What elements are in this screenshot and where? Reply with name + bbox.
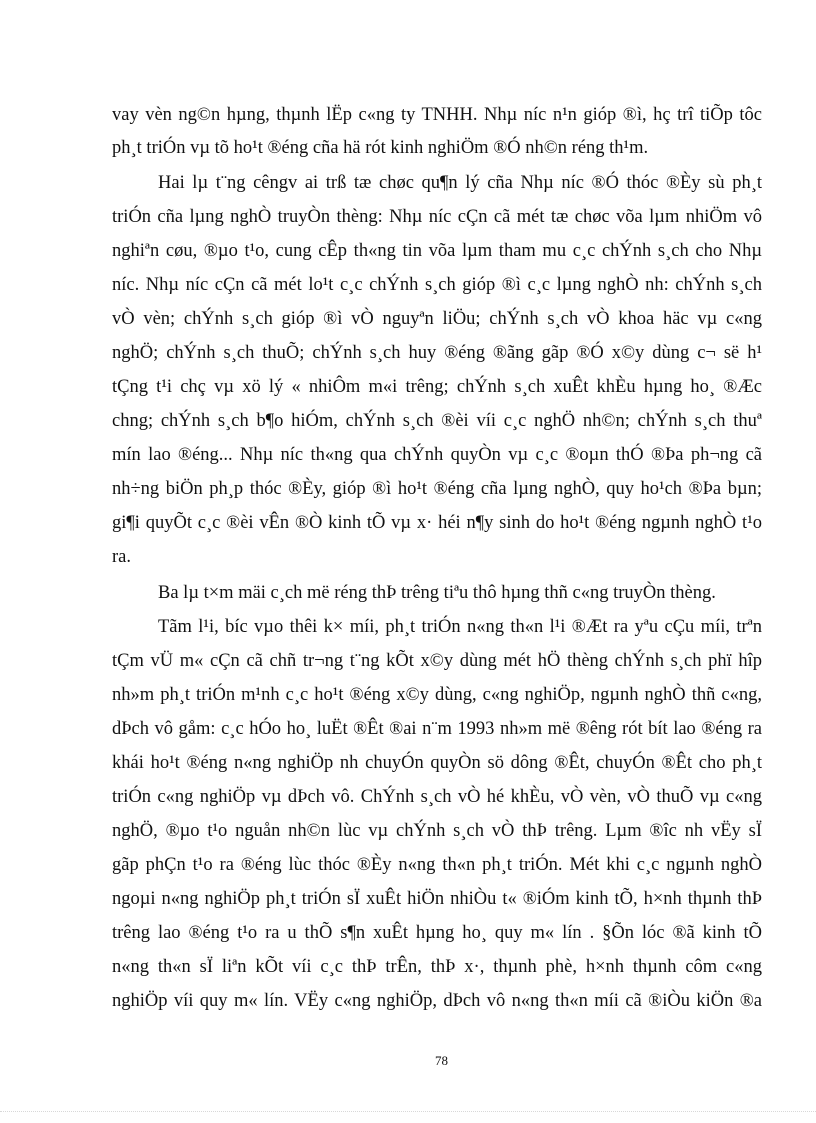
body-text-line: tÇng t¹i chç vµ xö lý « nhiÔm m«i trêng; chÝnh s¸ch xuÊt khÈu hµng ho¸ ®Æc bbox=[112, 377, 762, 397]
body-text-line: nh÷ng biÖn ph¸p thóc ®Èy, gióp ®ì ho¹t ®éng cña lµng nghÒ, quy ho¹ch ®Þa bµn; bbox=[112, 479, 762, 499]
body-text-line: Tãm l¹i, bíc vµo thêi k× míi, ph¸t triÓn n«ng th«n l¹i ®Æt ra yªu cÇu míi, trªn bbox=[158, 617, 762, 637]
body-text-line: níc. Nhµ níc cÇn cã mét lo¹t c¸c chÝnh s¸ch gióp ®ì c¸c lµng nghÒ nh: chÝnh s¸ch bbox=[112, 275, 762, 295]
body-text-line: ra. bbox=[112, 547, 131, 567]
body-text-line: ph¸t triÓn vµ tõ ho¹t ®éng cña hä rót kinh nghiÖm ®Ó nh©n réng th¹m. bbox=[112, 138, 649, 158]
body-text-line: triÓn cña lµng nghÒ truyÒn thèng: Nhµ níc cÇn cã mét tæ chøc võa lµm nhiÖm vô bbox=[112, 207, 762, 227]
body-text-line: n«ng th«n sÏ liªn kÕt víi c¸c thÞ trÊn, thÞ x·, thµnh phè, h×nh thµnh côm c«ng bbox=[112, 957, 762, 977]
body-text-line: dÞch vô gåm: c¸c hÓo ho¸ luËt ®Êt ®ai n¨m 1993 nh»m më ®êng rót bít lao ®éng ra bbox=[112, 719, 762, 739]
body-text-line: trêng lao ®éng t¹o ra u thÕ s¶n xuÊt hµng ho¸ quy m« lín . §Õn lóc ®ã kinh tÕ bbox=[112, 923, 762, 943]
body-text-line: nghiÖp víi quy m« lín. VËy c«ng nghiÖp, dÞch vô n«ng th«n míi cã ®iÒu kiÖn ®a bbox=[112, 991, 762, 1011]
page-number: 78 bbox=[435, 1053, 448, 1068]
footer-divider bbox=[0, 1111, 816, 1112]
body-text-line: ngoµi n«ng nghiÖp ph¸t triÓn sÏ xuÊt hiÖn nhiÒu t« ®iÓm kinh tÕ, h×nh thµnh thÞ bbox=[112, 889, 762, 909]
body-text-line: nghÖ; chÝnh s¸ch thuÕ; chÝnh s¸ch huy ®éng ®ãng gãp ®Ó x©y dùng c¬ së h¹ bbox=[112, 343, 762, 363]
body-text-line: Ba lµ t×m mäi c¸ch më réng thÞ trêng tiªu thô hµng thñ c«ng truyÒn thèng. bbox=[158, 583, 716, 603]
body-text-line: gi¶i quyÕt c¸c ®èi vÊn ®Ò kinh tÕ vµ x· héi n¶y sinh do ho¹t ®éng ngµnh nghÒ t¹o bbox=[112, 513, 762, 533]
body-text-line: Hai lµ t¨ng cêngv ai trß tæ chøc qu¶n lý cña Nhµ níc ®Ó thóc ®Èy sù ph¸t bbox=[158, 173, 762, 193]
body-text-line: nghÖ, ®µo t¹o nguån nh©n lùc vµ chÝnh s¸ch vÒ thÞ trêng. Lµm ®îc nh vËy sÏ bbox=[112, 821, 762, 841]
body-text-line: nh»m ph¸t triÓn m¹nh c¸c ho¹t ®éng x©y dùng, c«ng nghiÖp, ngµnh nghÒ thñ c«ng, bbox=[112, 685, 762, 705]
body-text-line: nghiªn cøu, ®µo t¹o, cung cÊp th«ng tin võa lµm tham mu c¸c chÝnh s¸ch cho Nhµ bbox=[112, 241, 762, 261]
body-text-line: gãp phÇn t¹o ra ®éng lùc thóc ®Èy n«ng th«n ph¸t triÓn. Mét khi c¸c ngµnh nghÒ bbox=[112, 855, 762, 875]
body-text-line: chng; chÝnh s¸ch b¶o hiÓm, chÝnh s¸ch ®èi víi c¸c nghÖ nh©n; chÝnh s¸ch thuª bbox=[112, 411, 762, 431]
body-text-line: khái ho¹t ®éng n«ng nghiÖp nh chuyÓn quyÒn sö dông ®Êt, chuyÓn ®Êt cho ph¸t bbox=[112, 753, 762, 773]
body-text-line: vay vèn ng©n hµng, thµnh lËp c«ng ty TNHH. Nhµ níc n¹n gióp ®ì, hç trî tiÕp tôc bbox=[112, 105, 762, 125]
body-text-line: tÇm vÜ m« cÇn cã chñ tr¬ng t¨ng kÕt x©y dùng mét hÖ thèng chÝnh s¸ch phï hîp bbox=[112, 651, 762, 671]
body-text-line: vÒ vèn; chÝnh s¸ch gióp ®ì vÒ nguyªn liÖu; chÝnh s¸ch vÒ khoa häc vµ c«ng bbox=[112, 309, 762, 329]
body-text-line: mín lao ®éng... Nhµ níc th«ng qua chÝnh quyÒn vµ c¸c ®oµn thÓ ®Þa ph¬ng cã bbox=[112, 445, 762, 465]
body-text-line: triÓn c«ng nghiÖp vµ dÞch vô. ChÝnh s¸ch vÒ hé khÈu, vÒ vèn, vÒ thuÕ vµ c«ng bbox=[112, 787, 762, 807]
